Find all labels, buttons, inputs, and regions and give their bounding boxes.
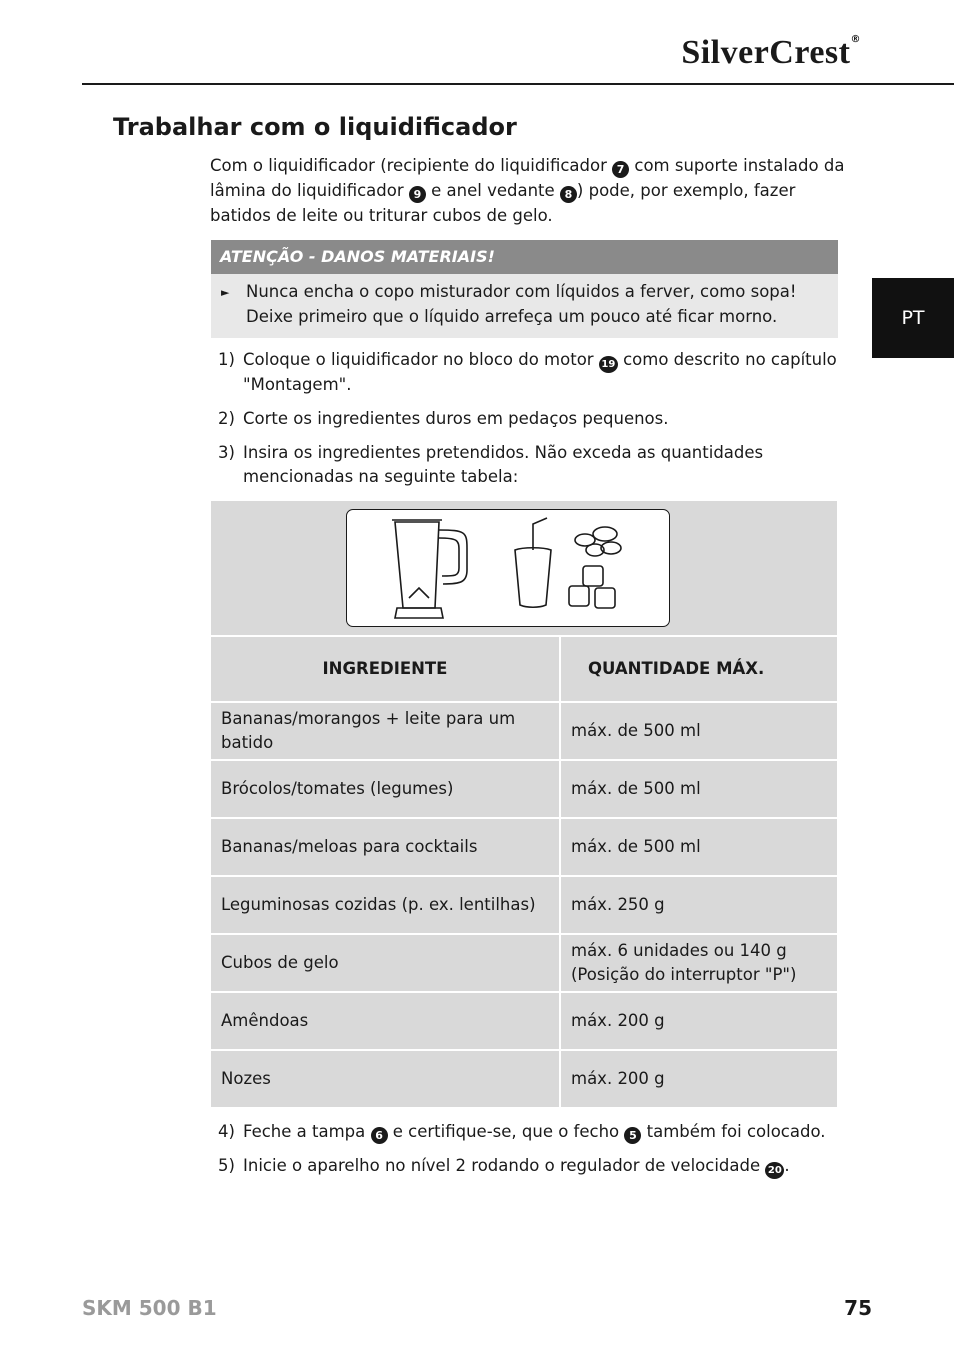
ref-badge-6: 6 [371, 1127, 388, 1144]
page-number: 75 [844, 1296, 872, 1320]
step-4: 4) Feche a tampa 6 e certifique-se, que o fecho 5 também foi colocado. [218, 1122, 826, 1142]
table-row: Leguminosas cozidas (p. ex. lentilhas) máx. 250 g [211, 875, 837, 933]
table-header-row [211, 635, 837, 701]
step-3: 3) Insira os ingredientes pretendidos. Não exceda as quantidades mencionadas na seguinte tabela: [218, 443, 764, 486]
header-rule [82, 83, 954, 85]
header-ingredient: INGREDIENTE [211, 637, 559, 701]
blender-ingredients-icon [347, 510, 669, 626]
step-2: 2) Corte os ingredientes duros em pedaços pequenos. [218, 409, 669, 428]
warning-heading: ATENÇÃO - DANOS MATERIAIS! [211, 240, 838, 274]
brand-logo: SilverCrest® [681, 34, 861, 71]
header-quantity: QUANTIDADE MÁX. [561, 637, 837, 701]
step-1: 1) Coloque o liquidificador no bloco do motor 19 como descrito no capítulo "Montagem". [218, 350, 837, 394]
quantity-table [211, 501, 837, 1107]
ref-badge-5: 5 [624, 1127, 641, 1144]
table-illustration-cell [211, 501, 837, 635]
footer-model: SKM 500 B1 [82, 1296, 217, 1320]
warning-box [211, 240, 838, 338]
table-row: Cubos de gelo máx. 6 unidades ou 140 g (Posição do interruptor "P") [211, 933, 837, 991]
ref-badge-19: 19 [599, 356, 618, 373]
step-5: 5) Inicie o aparelho no nível 2 rodando o regulador de velocidade 20 . [218, 1154, 843, 1179]
language-tab: PT [872, 278, 954, 358]
table-row: Nozes máx. 200 g [211, 1049, 837, 1107]
page-title: Trabalhar com o liquidificador [113, 113, 517, 141]
blender-illustration [346, 509, 670, 627]
ref-badge-8: 8 [560, 186, 577, 203]
table-row: Bananas/meloas para cocktails máx. de 500 ml [211, 817, 837, 875]
ref-badge-7: 7 [612, 161, 629, 178]
table-row: Amêndoas máx. 200 g [211, 991, 837, 1049]
table-row: Bananas/morangos + leite para um batido máx. de 500 ml [211, 701, 837, 759]
table-row: Brócolos/tomates (legumes) máx. de 500 ml [211, 759, 837, 817]
intro-paragraph: Com o liquidificador (recipiente do liquidificador 7 com suporte instalado da lâmina do liquidificador 9 e anel vedante 8 ) pode, por exemplo, fazer batidos de leite ou triturar cubos de gelo. [210, 156, 845, 225]
warning-text: Nunca encha o copo misturador com líquidos a ferver, como sopa! Deixe primeiro que o líquido arrefeça um pouco até ficar morno. [246, 282, 797, 326]
ref-badge-9: 9 [409, 186, 426, 203]
ref-badge-20: 20 [765, 1162, 784, 1179]
bullet-arrow-icon: ► [221, 286, 230, 299]
